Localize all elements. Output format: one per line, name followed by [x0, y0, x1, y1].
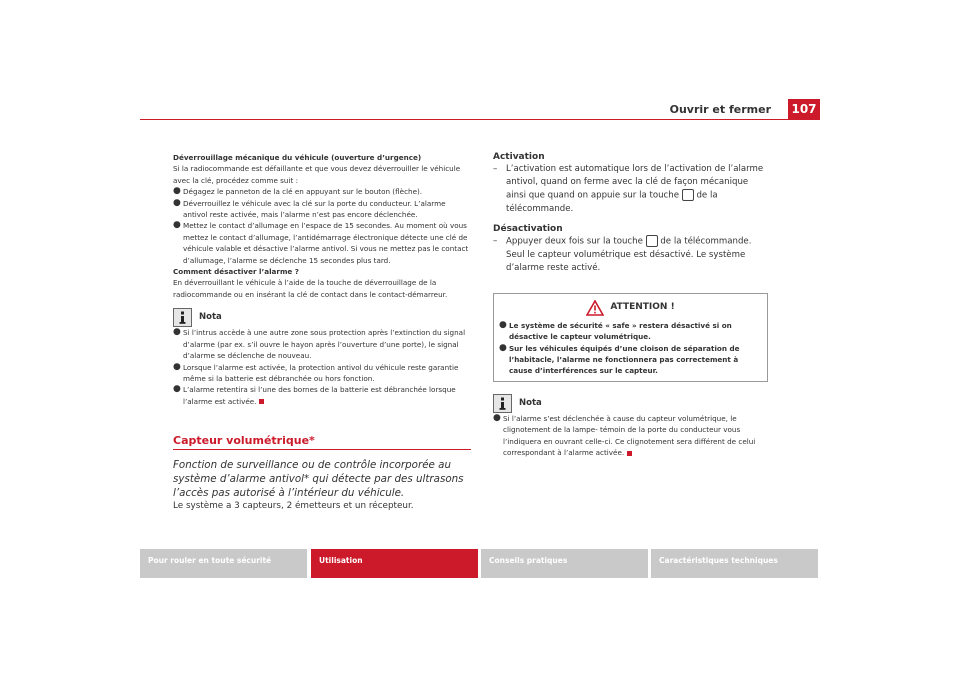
header-rule — [140, 119, 820, 120]
deverrouillage-heading: Déverrouillage mécanique du véhicule (ouverture d’urgence) — [173, 153, 422, 162]
end-mark-icon — [259, 399, 264, 404]
bullet-icon: ● — [173, 327, 181, 338]
end-mark-icon — [627, 451, 632, 456]
bullet-text: Dégagez le panneton de la clé en appuyant sur le bouton (flèche). — [183, 187, 423, 197]
bullet-text: Le système de sécurité « safe » restera désactivé si on désactive le capteur volumétrique. — [509, 320, 732, 342]
bullet-icon: ● — [173, 220, 181, 231]
footer-tab-caracteristiques[interactable]: Caractéristiques techniques — [651, 549, 818, 578]
bullet-icon: ● — [173, 197, 181, 208]
list-item — [493, 413, 768, 459]
footer-tab-utilisation[interactable]: Utilisation — [311, 549, 478, 578]
bullet-icon: ● — [499, 342, 507, 353]
activation-text: L’activation est automatique lors de l’activation de l’alarme antivol, quand on ferme avec la clé de façon mécanique ainsi que quand on appuie sur la touche — [506, 164, 764, 201]
list-item — [173, 327, 471, 361]
list-item — [173, 384, 471, 407]
list-item — [173, 220, 471, 266]
bullet-text: Déverrouillez le véhicule avec la clé sur la porte du conducteur. L’alarme antivol reste activée, mais l’alarme n’est pas encore déclenchée. — [183, 198, 446, 220]
attention-header — [494, 300, 767, 316]
right-column — [493, 152, 768, 458]
section-heading-capteur: Capteur volumétrique* — [173, 435, 471, 449]
attention-box — [493, 293, 768, 382]
footer-tab-securite[interactable]: Pour rouler en toute sécurité — [140, 549, 307, 578]
footer-tab-conseils[interactable]: Conseils pratiques — [481, 549, 648, 578]
warning-triangle-icon — [586, 300, 604, 316]
desactivation-text-end: de la télécommande. Seul le capteur volumétrique est désactivé. Le système d’alarme reste activé. — [506, 236, 752, 273]
activation-heading: Activation — [493, 152, 545, 162]
bullet-text: L’alarme retentira si l’une des bornes de la batterie est débranchée lorsque l’alarme est activée. — [183, 385, 456, 406]
list-item — [493, 235, 768, 275]
list-item — [499, 320, 762, 343]
list-item — [173, 198, 471, 221]
deverrouillage-intro: Si la radiocommande est défaillante et que vous devez déverrouiller le véhicule avec la clé, procédez comme suit : — [173, 164, 461, 185]
list-item — [493, 163, 768, 216]
nota-header — [493, 394, 768, 413]
list-item — [499, 343, 762, 377]
bullet-icon: ● — [173, 361, 181, 372]
bullet-icon: ● — [499, 319, 507, 330]
page-header-title: Ouvrir et fermer — [669, 103, 771, 116]
activation-text-end: de la télécommande. — [506, 190, 718, 214]
bullet-text: Lorsque l’alarme est activée, la protection antivol du véhicule reste garantie même si la batterie est débranchée ou hors fonction. — [183, 362, 459, 383]
bullet-text: Sur les véhicules équipés d’une cloison de séparation de l’habitacle, l’alarme ne fonctionnera pas correctement à cause d’interférences sur le capteur. — [509, 343, 740, 376]
capteur-intro: Fonction de surveillance ou de contrôle incorporée au système d’alarme antivol* qui détecte par des ultrasons l’accès pas autorisé à l’intérieur du véhicule. — [173, 458, 464, 499]
desactiver-text: En déverrouillant le véhicule à l’aide de la touche de déverrouillage de la radiocommande ou en insérant la clé de contact dans le contact-démarreur. — [173, 278, 448, 299]
info-note-icon — [173, 308, 192, 327]
desactiver-heading: Comment désactiver l’alarme ? — [173, 267, 299, 277]
bullet-icon: ● — [173, 384, 181, 395]
capteur-text: Le système a 3 capteurs, 2 émetteurs et un récepteur. — [173, 500, 414, 511]
info-note-icon — [493, 394, 512, 413]
nota-label: Nota — [519, 397, 542, 408]
bullet-text: Mettez le contact d’allumage en l’espace de 15 secondes. Au moment où vous mettez le contact d’allumage, l’antidémarrage électronique détecte une clé de véhicule valable et désactive l’alarme antivol. Si vous ne mettez pas le contact d’allumage, l’alarme se déclenche 15 secondes plus tard. — [183, 221, 469, 265]
attention-label: ATTENTION ! — [610, 302, 675, 313]
nota-header — [173, 308, 471, 327]
bullet-text: Si l’intrus accède à une autre zone sous protection après l’extinction du signal d’alarme (par ex. s’il ouvre le hayon après l’ouverture d’une porte), le signal d’alarme se déclenche de nouveau. — [183, 328, 466, 361]
bullet-icon: ● — [493, 412, 501, 423]
left-column — [173, 152, 471, 513]
list-item — [173, 186, 471, 197]
list-item — [173, 362, 471, 385]
bullet-text: Si l’alarme s’est déclenchée à cause du capteur volumétrique, le clignotement de la lampe- témoin de la porte du conducteur vous l’indiquera en ouvrant celle-ci. Ce clignotement sera différent de celui correspondant à l’alarme activée. — [503, 413, 756, 458]
lock-key-icon — [682, 189, 694, 201]
nota-label: Nota — [199, 312, 222, 323]
bullet-icon: ● — [173, 186, 181, 197]
page-number: 107 — [788, 99, 820, 119]
dash-marker: – — [493, 236, 498, 247]
desactivation-text: Appuyer deux fois sur la touche — [506, 236, 643, 247]
desactivation-heading: Désactivation — [493, 223, 563, 234]
dash-marker: – — [493, 164, 498, 175]
lock-key-icon — [646, 235, 658, 247]
